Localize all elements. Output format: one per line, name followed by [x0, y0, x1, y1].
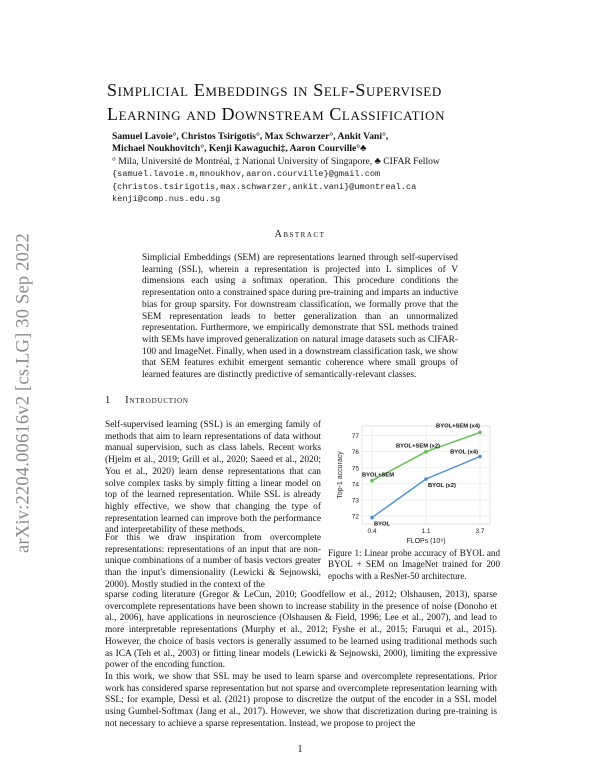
chart-svg: [328, 420, 498, 550]
x-tick-label: 3.7: [475, 528, 485, 535]
author-line-1: Samuel Lavoie°, Christos Tsirigotis°, Max Schwarzer°, Ankit Vani°,: [112, 131, 389, 142]
x-axis-label: FLOPs (10⁹): [406, 538, 446, 545]
y-tick-label: 73: [351, 497, 359, 505]
y-tick-label: 74: [351, 481, 359, 489]
intro-paragraph-1: Self-supervised learning (SSL) is an emerging family of methods that aim to learn representations of data without manual supervision, such as class labels. Recent works (Hjelm et al., 2019; Grill et al., 2020; Saeed et al., 2020; You et al., 2020) learn dense representations that can solve complex tasks by simply fitting a linear model on top of the learned representation. While SSL is already highly effective, we show that changing the type of representation learned can improve both the performance and interpretability of these methods.: [105, 420, 321, 536]
data-point: [424, 450, 428, 454]
intro-paragraph-2-full: sparse coding literature (Gregor & LeCun, 2010; Goodfellow et al., 2012; Olshausen, 2013), sparse overcomplete representations have been shown to increase stability in the presence of noise (Donoho et al., 2006), have applications in neuroscience (Olshausen & Field, 1996; Lee et al., 2007), and lead to more interpretable representations (Murphy et al., 2012; Fyshe et al., 2015; Faruqui et al., 2015). However, the choice of basis vectors is generally assumed to be learned using traditional methods such as ICA (Teh et al., 2003) or fitting linear models (Lewicki & Sejnowski, 2000), limiting the expressive power of the encoding function.: [105, 590, 497, 671]
data-label: BYOL+SEM (x4): [436, 423, 480, 430]
title-line-1: Simplicial Embeddings in Self-Supervised: [107, 80, 442, 100]
data-label: BYOL+SEM: [362, 472, 395, 479]
data-label: BYOL+SEM (x2): [396, 443, 440, 450]
arxiv-id-text: arXiv:2204.00616v2 [cs.LG] 30 Sep 2022: [13, 232, 34, 553]
email-line-1: {samuel.lavoie.m,mnoukhov,aaron.courville}@gmail.com: [112, 169, 381, 180]
y-tick-label: 77: [351, 433, 359, 441]
abstract-heading: Abstract: [274, 229, 326, 240]
paper-title: [107, 78, 527, 126]
affiliations: ° Mila, Université de Montréal, ‡ National University of Singapore, ♣ CIFAR Fellow: [112, 155, 440, 167]
y-axis-label: Top-1 accuracy: [337, 451, 344, 499]
y-tick-label: 72: [351, 513, 359, 521]
author-block: [112, 131, 552, 205]
author-line-2: Michael Noukhovitch°, Kenji Kawaguchi‡, Aaron Courville°♣: [112, 143, 367, 155]
data-point: [424, 477, 428, 481]
data-label: BYOL: [374, 521, 391, 528]
section-number: 1: [105, 395, 112, 406]
page-number: 1: [297, 744, 303, 755]
arxiv-identifier: [2, 195, 46, 590]
y-tick-label: 75: [351, 465, 359, 473]
figure-caption: Figure 1: Linear probe accuracy of BYOL and BYOL + SEM on ImageNet trained for 200 epochs with a ResNet-50 architecture.: [328, 548, 500, 581]
email-line-3: kenji@comp.nus.edu.sg: [112, 194, 221, 205]
x-tick-label: 0.4: [367, 528, 377, 535]
x-tick-label: 1.1: [421, 528, 431, 535]
figure-1-chart: [328, 420, 498, 550]
data-point: [478, 455, 482, 459]
section-heading: [105, 395, 189, 406]
data-point: [370, 479, 374, 483]
section-title: Introduction: [125, 395, 189, 406]
data-point: [478, 431, 482, 435]
data-label: BYOL (x2): [428, 483, 456, 490]
intro-paragraph-2-column: For this we draw inspiration from overcomplete representations: representations of an input that are non-unique combinations of a number of basis vectors greater than the input's dimensionality (Lewicki & Sejnowski, 2000). Mostly studied in the context of the: [105, 533, 321, 590]
data-point: [370, 516, 374, 520]
title-line-2: Learning and Downstream Classification: [107, 104, 446, 124]
y-tick-label: 76: [351, 449, 359, 457]
data-label: BYOL (x4): [450, 449, 478, 456]
email-line-2: {christos.tsirigotis,max.schwarzer,ankit.vani}@umontreal.ca: [112, 181, 417, 192]
intro-paragraph-3: In this work, we show that SSL may be used to learn sparse and overcomplete representations. Prior work has considered sparse representation but not sparse and overcomplete representation learning with SSL; for example, Dessì et al. (2021) propose to discretize the output of the encoder in a SSL model using Gumbel-Softmax (Jang et al., 2017). However, we show that discretization during pre-training is not necessary to achieve a sparse representation. Instead, we propose to project the: [105, 672, 497, 729]
abstract-text: Simplicial Embeddings (SEM) are representations learned through self-supervised learning (SSL), wherein a representation is projected into L simplices of V dimensions each using a softmax operation. This procedure conditions the representation onto a constrained space during pre-training and imparts an inductive bias for group sparsity. For downstream classification, we formally prove that the SEM representation leads to better generalization than an unnormalized representation. Furthermore, we empirically demonstrate that SSL methods trained with SEMs have improved generalization on natural image datasets such as CIFAR-100 and ImageNet. Finally, when used in a downstream classification task, we show that SEM features exhibit emergent semantic coherence where small groups of learned features are distinctly predictive of semantically-relevant classes.: [142, 253, 458, 381]
